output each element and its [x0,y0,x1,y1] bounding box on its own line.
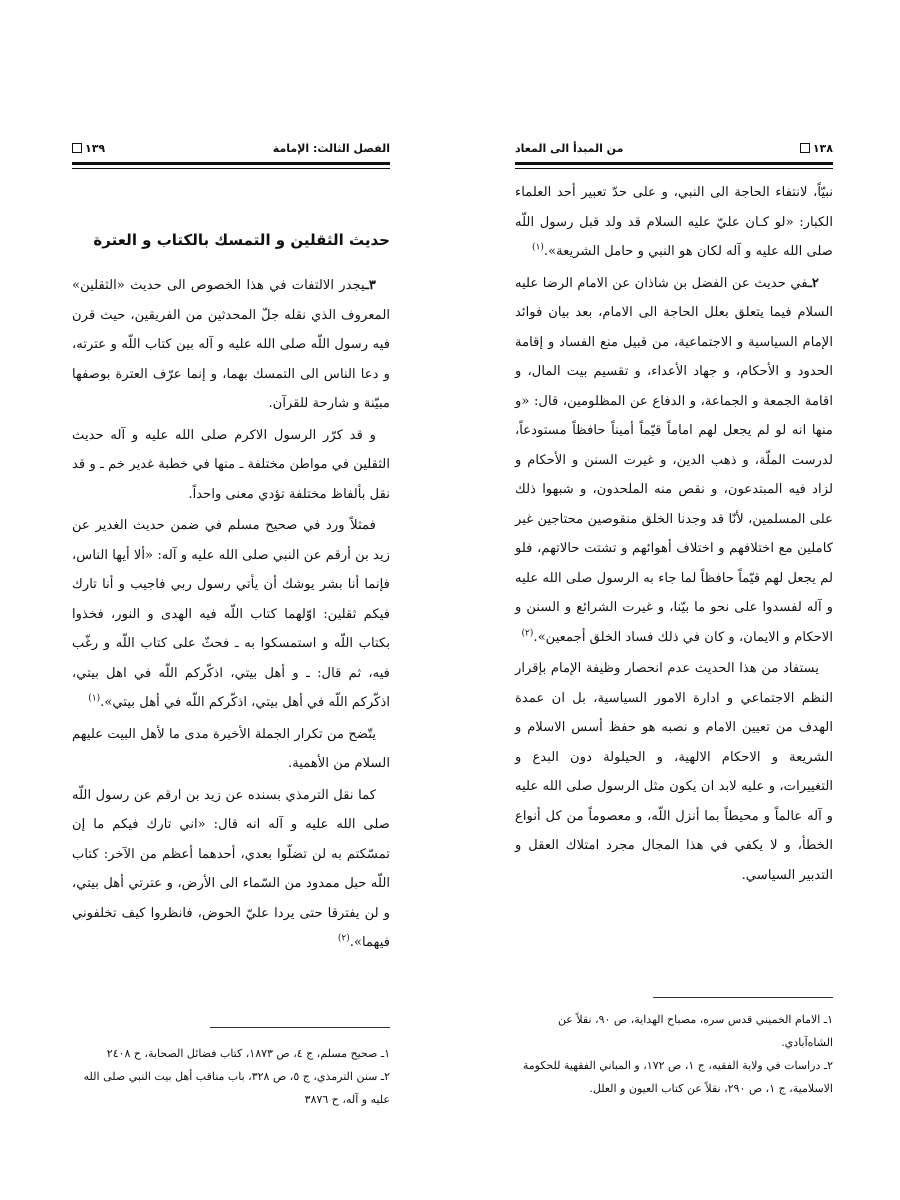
right-page [515,0,833,1200]
footnote-rule [653,997,833,998]
paragraph: يستفاد من هذا الحديث عدم انحصار وظيفة الإمام بإقرار النظم الاجتماعي و ادارة الامور السياسية، بل ان عمدة الهدف من تعيين الامام و نصبه هو حفظ أسس الاسلام و الشريعة و الاحكام الالهية، و الحيلولة دون البدع و التغييرات، و عليه لابد ان يكون مثل الرسول صلى الله عليه و آله عالماً و محيطاً بما أنزل اللّه، و معصوماً من كل أنواع الخطأ، و لا يكفي في هذا المجال مجرد امتلاك العقل و التدبير السياسي. [515,661,833,883]
footnote-ref: (٢) [521,628,534,639]
running-header-title: من المبدأ الى المعاد [515,141,624,155]
header-rule-thick [72,162,390,165]
page-box-icon [800,143,810,153]
paragraph: نبيّاً، لانتفاء الحاجة الى النبي، و على حدّ تعبير أحد العلماء الكبار: «لو كـان عليّ عليه السلام قد ولد قبل رسول اللّه صلى الله عليه و آله لكان هو النبي و حامل الشريعة».$^{(١)}$ [515,185,833,259]
footnote: ١ـ الامام الخميني قدس سره، مصباح الهداية، ص ٩٠، نقلاً عن الشاه‌آبادي. [557,1013,833,1049]
paragraph-number: ٢ـ [808,275,819,291]
page-number-block [800,142,833,155]
footnotes [72,1042,390,1111]
footnote-ref: (١) [532,242,544,253]
paragraph: كما نقل الترمذي بسنده عن زيد بن ارقم عن رسول اللّه صلى الله عليه و آله انه قال: «اني تارك فيكم ما إن تمسّكتم به لن تضلّوا بعدي، أحدهما أعظم من الآخر: كتاب اللّه حبل ممدود من السّماء الى الأرض، و عترتي أهل بيتي، و لن يفترقا حتى يردا عليّ الحوض، فانظروا كيف تخلفوني فيهما».$^{(٢)}$ [72,787,390,950]
footnote: ٢ـ سنن الترمذي، ج ٥، ص ٣٢٨، باب مناقب أهل بيت النبي صلى الله عليه و آله، ح ٣٨٧٦ [83,1070,390,1106]
footnote-rule [210,1027,390,1028]
paragraph: يتّضح من تكرار الجملة الأخيرة مدى ما لأهل البيت عليهم السلام من الأهمية. [72,726,390,771]
left-page [72,0,390,1200]
footnote: ١ـ صحيح مسلم، ج ٤، ص ١٨٧٣، كتاب فضائل الصحابة، ح ٢٤٠٨ [106,1047,390,1060]
page-box-icon [72,143,82,153]
header-rule-thin [72,168,390,169]
running-header-title: الفصل الثالث: الإمامة [272,141,390,155]
footnote: ٢ـ دراسات في ولاية الفقيه، ج ١، ص ١٧٢، و المباني الفقهية للحكومة الاسلامية، ج ١، ص ٢٩٠، نقلاً عن كتاب العيون و العلل. [522,1059,833,1095]
page-number: ١٣٩ [85,141,106,155]
page-number: ١٣٨ [812,141,833,155]
paragraph: و قد كرّر الرسول الاكرم صلى الله عليه و آله حديث الثقلين في مواطن مختلفة ـ منها في خطبة غدير خم ـ و قد نقل بألفاظ مختلفة تؤدي معنى واحداً. [72,427,390,502]
running-head [515,138,833,158]
footnote-ref: (١) [88,693,101,704]
page-number-block [72,142,105,155]
footnote-ref: (٢) [337,933,350,944]
body-text [515,178,833,892]
paragraph: ٢ـفي حديث عن الفضل بن شاذان عن الامام الرضا عليه السلام فيما يتعلق بعلل الحاجة الى الامام، بعد بيان فوائد الإمام السياسية و الاجتماعية، من قبيل منع الفساد و إقامة الحدود و الأحكام، و جهاد الأعداء، و تقسيم بيت المال، و اقامة الجمعة و الجماعة، و الدفاع عن المظلومين، قال: «و منها انه لو لم يجعل لهم اماماً قيّماً أميناً حافظاً مستودعاً، لدرست الملّة، و ذهب الدين، و غيرت السنن و الأحكام و لزاد فيه المبتدعون، و نقص منه الملحدون، و شبهوا ذلك على المسلمين، لأنّا قد وجدنا الخلق منقوصين محتاجين غير كاملين مع اختلافهم و اختلاف أهوائهم و تشتت حالاتهم، فلو لم يجعل لهم قيّماً حافظاً لما جاء به الرسول صلى الله عليه و آله لفسدوا على نحو ما بيّنا، و غيرت الشرائع و السنن و الاحكام و الايمان، و كان في ذلك فساد الخلق أجمعين».$^{(٢)}$ [515,275,833,645]
paragraph: ٣ـيجدر الالتفات في هذا الخصوص الى حديث «الثقلين» المعروف الذي نقله جلّ المحدثين من الفريقين، حيث قرن فيه رسول اللّه صلى الله عليه و آله بين كتاب اللّه و عترته، و دعا الناس الى التمسك بهما، و إنما عرّف العترة بوصفها مبيّنة و شارحة للقرآن. [72,278,390,411]
paragraph: فمثلاً ورد في صحيح مسلم في ضمن حديث الغدير عن زيد بن أرقم عن النبي صلى الله عليه و آله: «ألا أيها الناس، فإنما أنا بشر يوشك أن يأتي رسول ربي فاجيب و أنا تارك فيكم ثقلين: اوّلهما كتاب اللّه فيه الهدى و النور، فخذوا بكتاب اللّه و استمسكوا به ـ فحثّ على كتاب اللّه و رغّب فيه، ثم قال: ـ و أهل بيتي، اذكّركم اللّه في اهل بيتي، اذكّركم اللّه في أهل بيتي، اذكّركم اللّه في أهل بيتي».$^{(١)}$ [72,518,390,710]
header-rule-thick [515,162,833,165]
header-rule-thin [515,168,833,169]
paragraph-number: ٣ـ [365,278,376,293]
section-title: حديث الثقلين و التمسك بالكتاب و العترة [93,231,390,249]
running-head [72,138,390,158]
body-text [72,225,390,960]
footnotes [515,1008,833,1100]
